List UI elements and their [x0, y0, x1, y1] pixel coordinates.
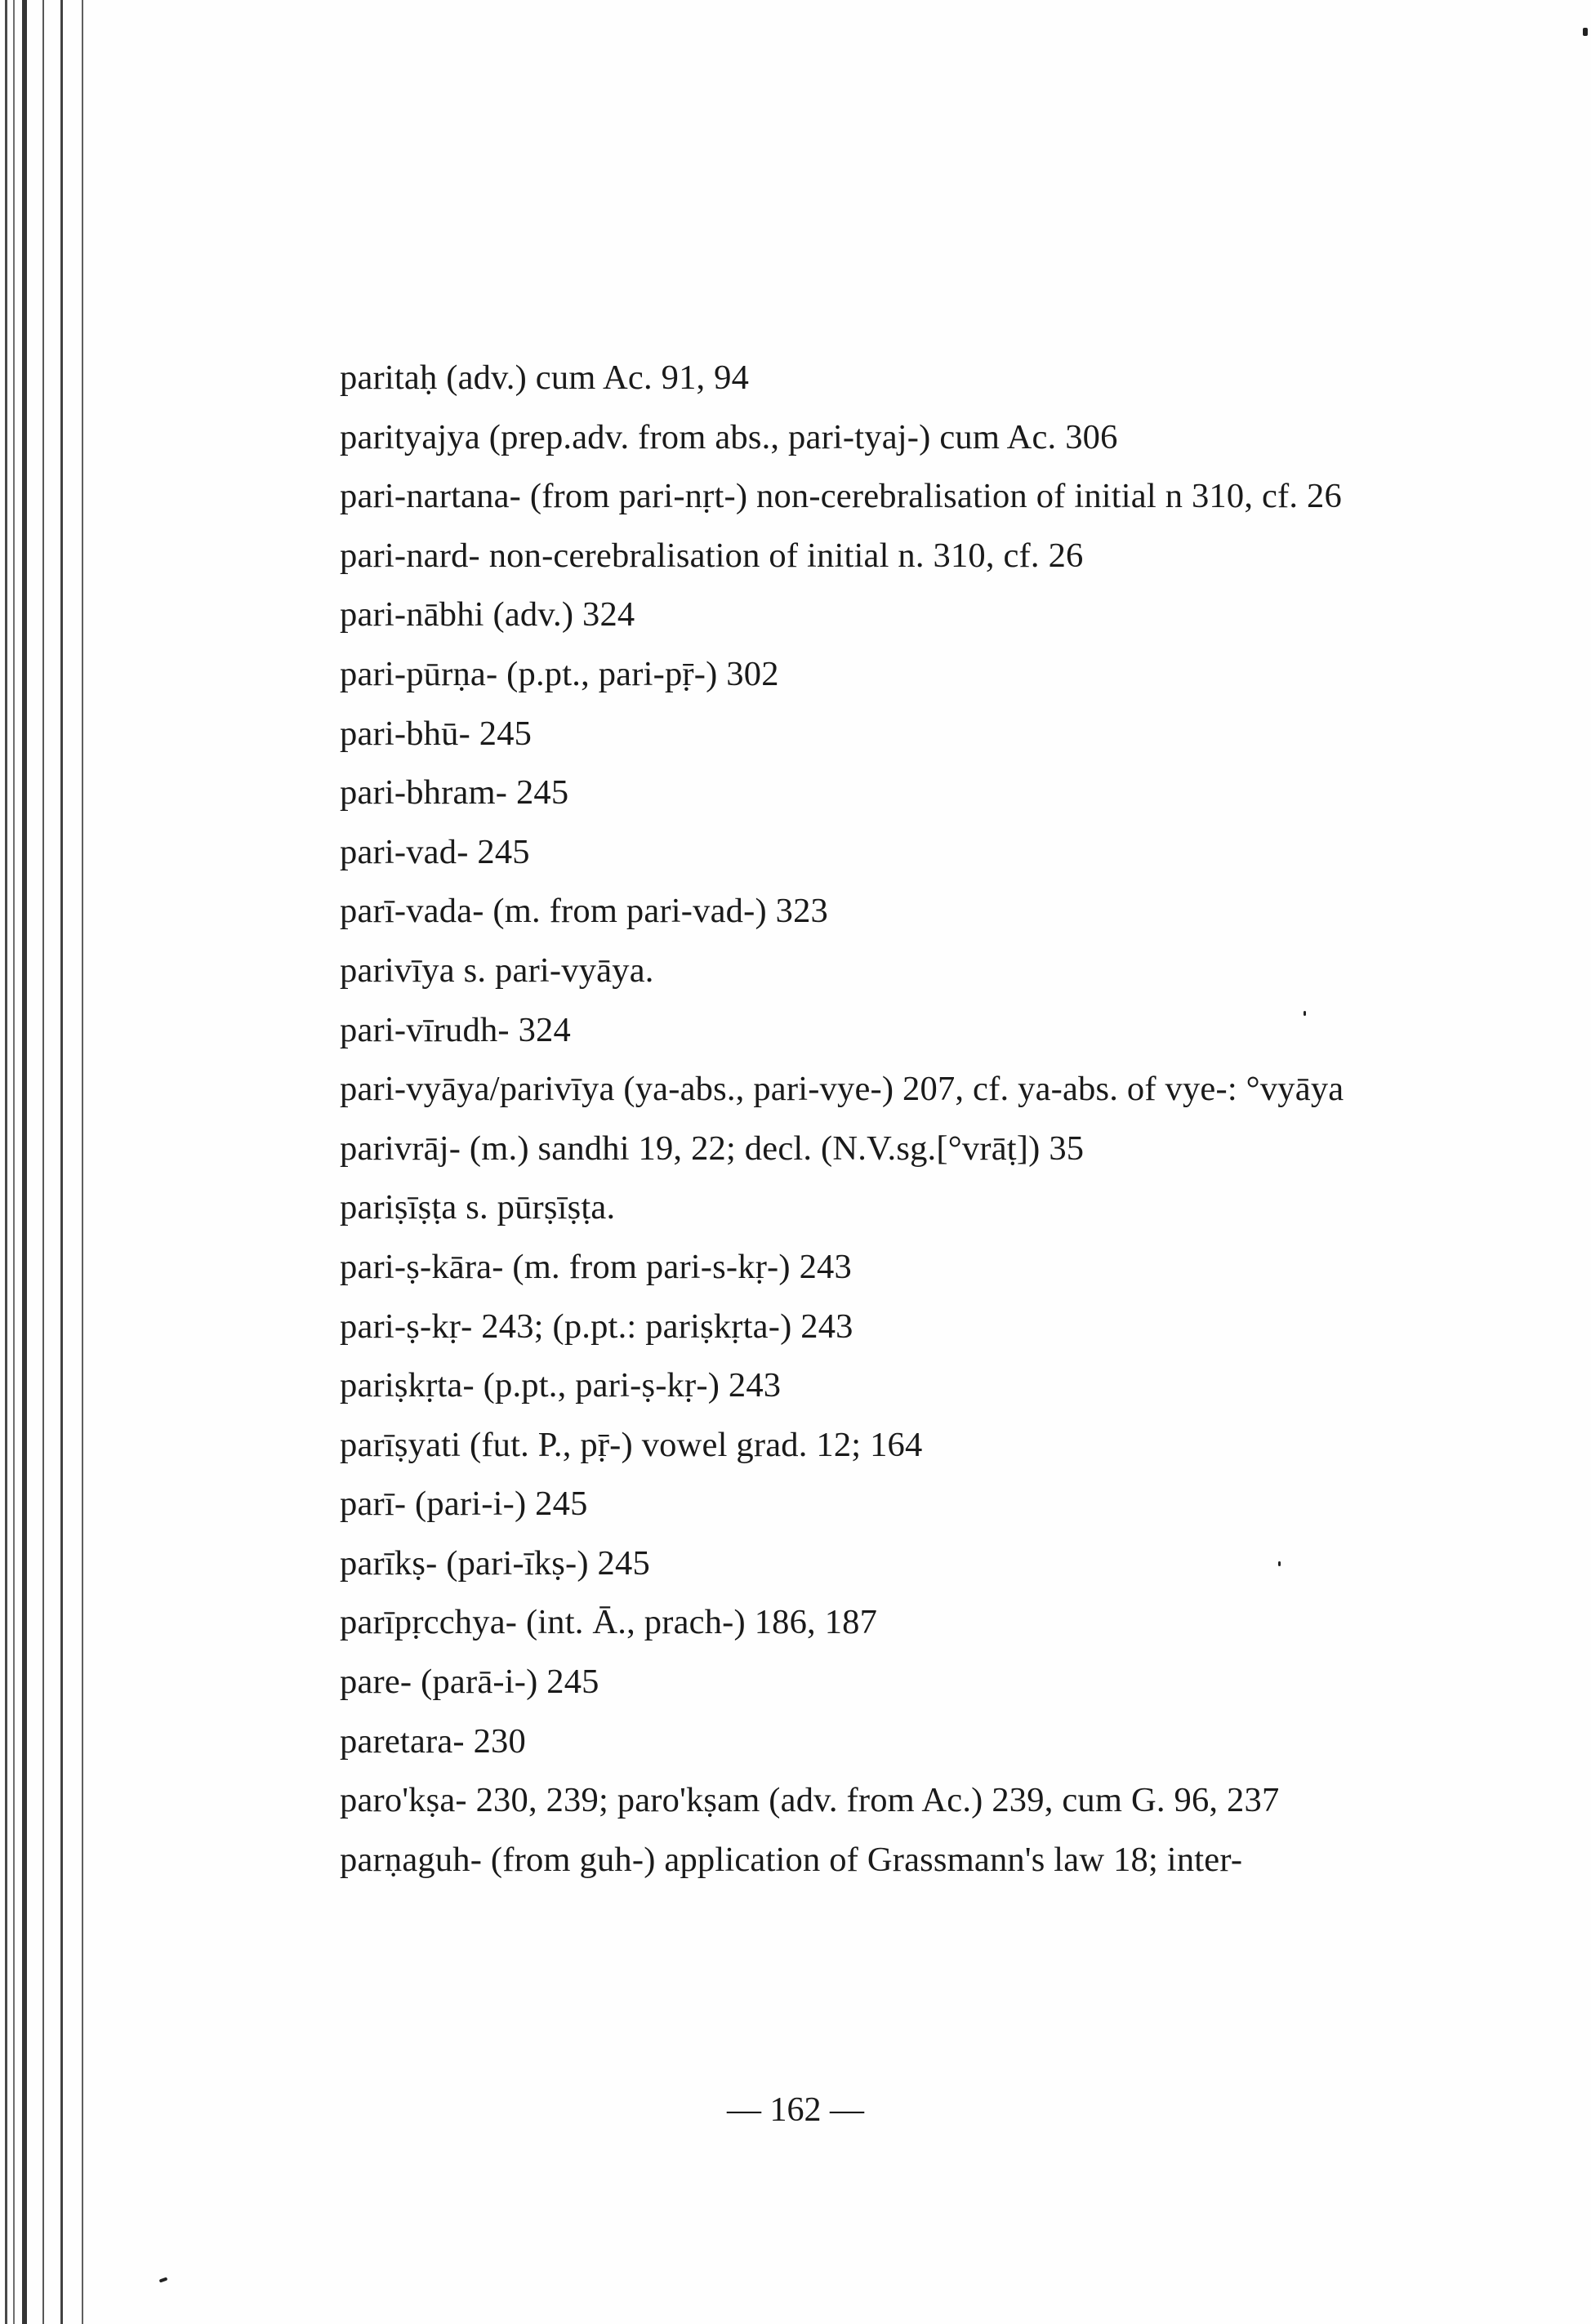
index-entry: pari-bhū- 245: [340, 714, 533, 753]
index-entry: parivīya s. pari-vyāya.: [340, 951, 654, 990]
index-entry: parityajya (prep.adv. from abs., pari-tyaj-) cum Ac. 306: [340, 417, 1118, 456]
index-entry: pari-vyāya/parivīya (ya-abs., pari-vye-) 207, cf. ya-abs. of vye-: °vyāya: [340, 1070, 1344, 1109]
index-entry: parīkṣ- (pari-īkṣ-) 245: [340, 1543, 650, 1583]
index-entry: parṇaguh- (from guh-) application of Grassmann's law 18; inter-: [340, 1840, 1243, 1879]
index-entry: pare- (parā-i-) 245: [340, 1663, 599, 1702]
binding-edge: [0, 0, 96, 2324]
index-entry: pari-vad- 245: [340, 832, 530, 871]
index-entry: parī- (pari-i-) 245: [340, 1485, 588, 1524]
index-entry: paritaḥ (adv.) cum Ac. 91, 94: [340, 358, 750, 397]
page-number: — 162 —: [727, 2091, 864, 2129]
index-entry: pari-nābhi (adv.) 324: [340, 595, 635, 634]
index-entry: pariṣkṛta- (p.pt., pari-ṣ-kṛ-) 243: [340, 1366, 782, 1405]
index-entry: paretara- 230: [340, 1721, 526, 1761]
index-entry: pariṣīṣṭa s. pūrṣīṣṭa.: [340, 1188, 616, 1227]
index-entry: pari-vīrudh- 324: [340, 1010, 571, 1049]
index-entry: pari-bhram- 245: [340, 773, 569, 813]
index-entry: parī-vada- (m. from pari-vad-) 323: [340, 892, 829, 931]
index-entry: pari-nard- non-cerebralisation of initial n. 310, cf. 26: [340, 536, 1084, 575]
index-entry: pari-ṣ-kṛ- 243; (p.pt.: pariṣkṛta-) 243: [340, 1307, 853, 1346]
index-entry: pari-pūrṇa- (p.pt., pari-pṝ-) 302: [340, 654, 779, 693]
index-entry: pari-ṣ-kāra- (m. from pari-s-kṛ-) 243: [340, 1247, 852, 1286]
index-entry: parīpṛcchya- (int. Ā., prach-) 186, 187: [340, 1603, 878, 1642]
index-entry: parivrāj- (m.) sandhi 19, 22; decl. (N.V.sg.[°vrāṭ]) 35: [340, 1129, 1085, 1168]
index-entry: paro'kṣa- 230, 239; paro'kṣam (adv. from Ac.) 239, cum G. 96, 237: [340, 1781, 1280, 1820]
scan-speck: [1583, 28, 1588, 36]
index-entry: parīṣyati (fut. P., pṝ-) vowel grad. 12; 164: [340, 1425, 923, 1464]
index-entry: pari-nartana- (from pari-nṛt-) non-cerebralisation of initial n 310, cf. 26: [340, 477, 1342, 516]
scan-speck: [159, 2277, 168, 2282]
index-entry-list: [340, 349, 1434, 1890]
